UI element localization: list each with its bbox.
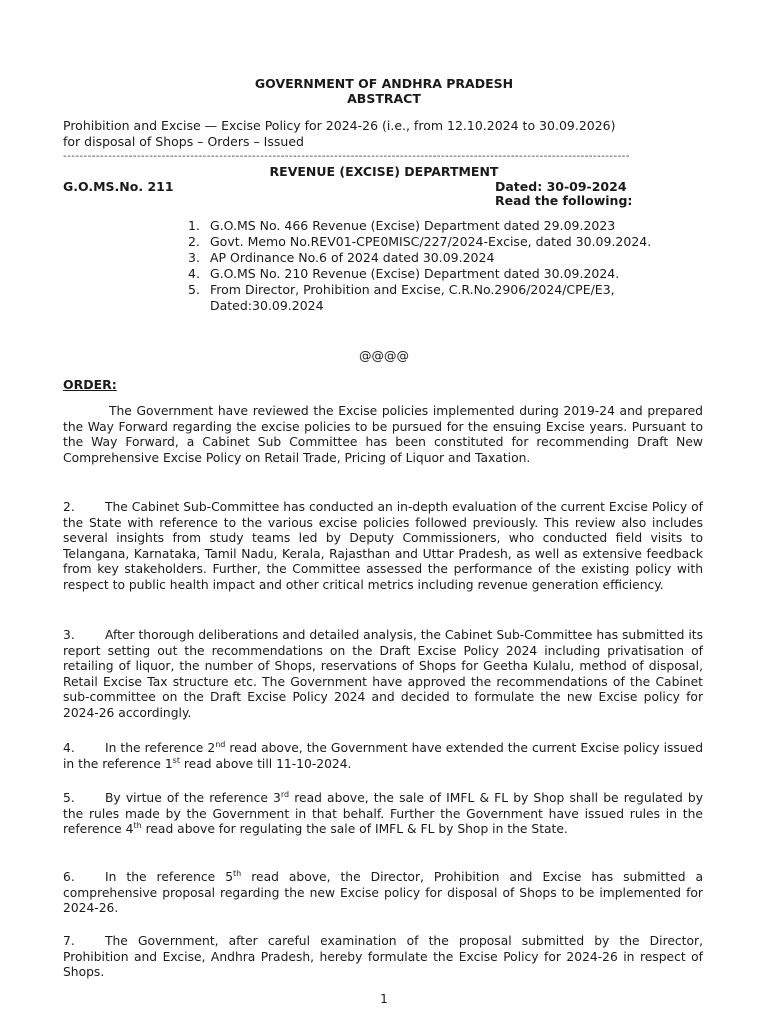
paragraph-number: 2. xyxy=(63,500,75,514)
superscript: th xyxy=(133,820,142,830)
reference-text: AP Ordinance No.6 of 2024 dated 30.09.2024 xyxy=(210,250,495,265)
reference-number: 1. xyxy=(188,218,200,233)
reference-text: G.O.MS No. 210 Revenue (Excise) Department dated 30.09.2024. xyxy=(210,266,620,281)
paragraph-3-text: After thorough deliberations and detailed analysis, the Cabinet Sub-Committee has submitted its report setting out the recommendations on the Draft Excise Policy 2024 including privatisation of retailing of liquor, the number of Shops, reservations of Shops for Geetha Kulalu, method of disposal, Retail Excise Tax structure etc. The Government have approved the recommendations of the Cabinet sub-committee on the Draft Excise Policy 2024 and decided to formulate the new Excise policy for 2024-26 accordingly. xyxy=(63,628,703,720)
read-following-heading: Read the following: xyxy=(495,193,633,208)
subject-line-2: for disposal of Shops – Orders – Issued xyxy=(63,134,304,149)
government-title: GOVERNMENT OF ANDHRA PRADESH xyxy=(254,76,514,91)
reference-item xyxy=(188,250,718,266)
paragraph-7 xyxy=(63,934,703,981)
paragraph-4 xyxy=(63,741,703,772)
reference-item xyxy=(188,234,718,250)
reference-item xyxy=(188,266,718,282)
paragraph-number: 3. xyxy=(63,628,75,642)
references-list xyxy=(188,218,718,314)
superscript: st xyxy=(172,755,180,765)
reference-number: 4. xyxy=(188,266,200,281)
paragraph-2-text: The Cabinet Sub-Committee has conducted an in-depth evaluation of the current Excise Policy of the State with reference to the various excise policies followed previously. This review also includes several insights from study teams led by Deputy Commissioners, who conducted field visits to Telangana, Karnataka, Tamil Nadu, Kerala, Rajasthan and Uttar Pradesh, as well as extensive feedback from key stakeholders. Further, the Committee assessed the performance of the existing policy with respect to public health impact and other critical metrics including revenue generation efficiency. xyxy=(63,500,703,592)
order-heading: ORDER: xyxy=(63,377,117,392)
dated-line: Dated: 30-09-2024 xyxy=(495,179,627,194)
department-heading: REVENUE (EXCISE) DEPARTMENT xyxy=(269,164,499,179)
paragraph-text: In the reference 2 xyxy=(105,741,216,755)
paragraph-number: 7. xyxy=(63,934,75,948)
paragraph-6 xyxy=(63,870,703,917)
paragraph-text: read above, the Government have extended the current Excise policy issued in the reference 1 xyxy=(63,741,703,771)
paragraph-text: By virtue of the reference 3 xyxy=(105,791,281,805)
superscript: th xyxy=(233,868,242,878)
reference-item xyxy=(188,282,718,314)
go-number: G.O.MS.No. 211 xyxy=(63,179,174,194)
paragraph-text: read above, the sale of IMFL & FL by Shop shall be regulated by the rules made by the Government in that behalf. Further the Government have issued rules in the reference 4 xyxy=(63,791,703,836)
paragraph-text: read above, the Director, Prohibition and Excise has submitted a comprehensive proposal regarding the new Excise policy for disposal of Shops to be implemented for 2024-26. xyxy=(63,870,703,915)
superscript: nd xyxy=(215,739,226,749)
reference-text: Govt. Memo No.REV01-CPE0MISC/227/2024-Excise, dated 30.09.2024. xyxy=(210,234,652,249)
paragraph-1 xyxy=(63,404,703,466)
paragraph-3 xyxy=(63,628,703,721)
paragraph-text: read above till 11-10-2024. xyxy=(179,756,352,771)
paragraph-1-text: The Government have reviewed the Excise policies implemented during 2019-24 and prepared the Way Forward regarding the excise policies to be pursued for the ensuing Excise years. Pursuant to the Way Forward, a Cabinet Sub Committee has been constituted for recommending Draft New Comprehensive Excise Policy on Retail Trade, Pricing of Liquor and Taxation. xyxy=(63,404,703,465)
abstract-heading: ABSTRACT xyxy=(347,91,421,106)
paragraph-7-text: The Government, after careful examination of the proposal submitted by the Director, Prohibition and Excise, Andhra Pradesh, hereby formulate the Excise Policy for 2024-26 in respect of Shops. xyxy=(63,934,703,979)
reference-number: 2. xyxy=(188,234,200,249)
reference-text: G.O.MS No. 466 Revenue (Excise) Department dated 29.09.2023 xyxy=(210,218,616,233)
superscript: rd xyxy=(280,789,290,799)
reference-number: 3. xyxy=(188,250,200,265)
paragraph-text: read above for regulating the sale of IMFL & FL by Shop in the State. xyxy=(141,822,568,836)
reference-item xyxy=(188,218,718,234)
paragraph-number: 6. xyxy=(63,870,75,884)
paragraph-number: 5. xyxy=(63,791,75,805)
paragraph-number: 4. xyxy=(63,741,75,755)
paragraph-5 xyxy=(63,791,703,838)
reference-number: 5. xyxy=(188,282,200,297)
page-number: 1 xyxy=(380,992,388,1006)
reference-text: From Director, Prohibition and Excise, C.R.No.2906/2024/CPE/E3, Dated:30.09.2024 xyxy=(210,282,615,313)
separator-symbols: @@@@ xyxy=(359,348,409,363)
subject-line-1: Prohibition and Excise — Excise Policy for 2024-26 (i.e., from 12.10.2024 to 30.09.2026) xyxy=(63,118,616,133)
separator-line: ------------------------------------------------------------------------------------------------------------------------------------------ xyxy=(63,152,630,162)
paragraph-2 xyxy=(63,500,703,593)
paragraph-text: In the reference 5 xyxy=(105,870,234,884)
